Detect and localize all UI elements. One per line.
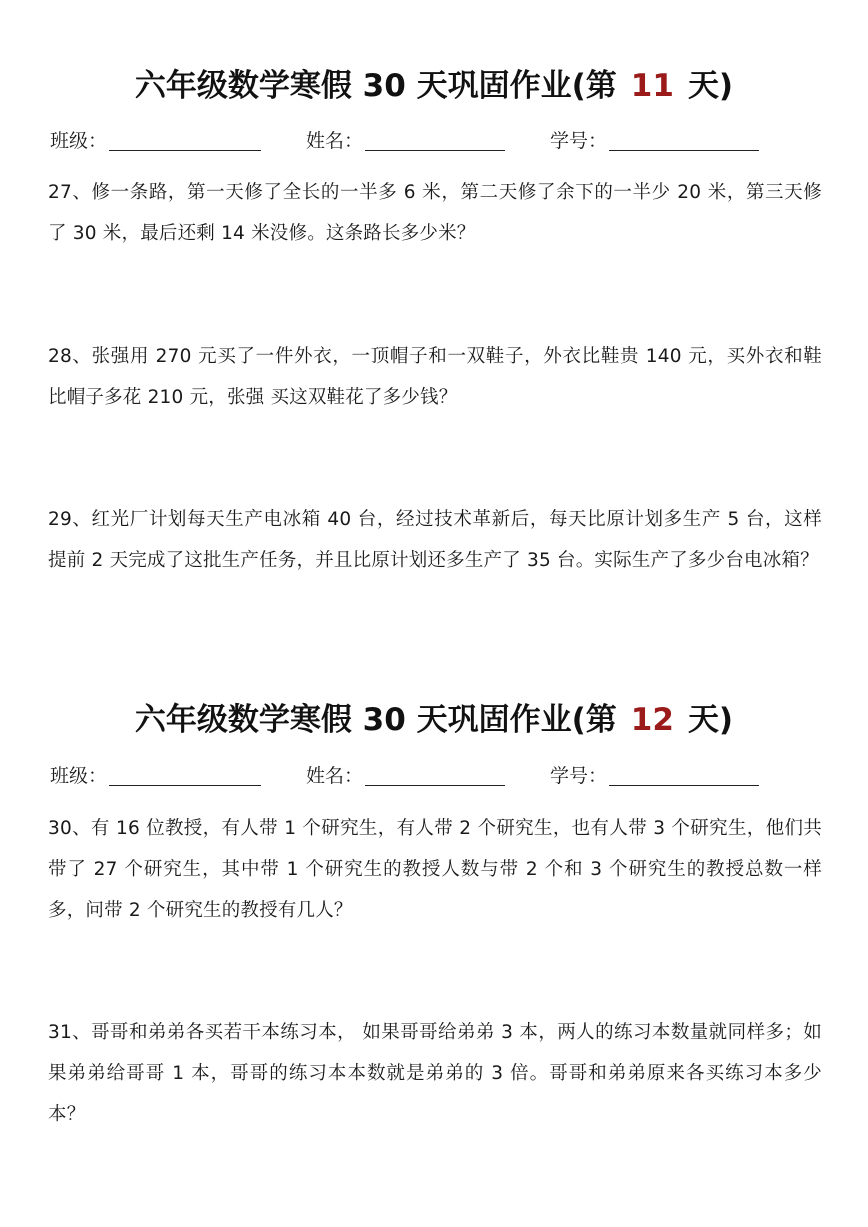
class-blank[interactable] bbox=[109, 130, 261, 151]
name-label: 姓名： bbox=[306, 765, 364, 787]
question-27: 27、修一条路，第一天修了全长的一半多 6 米，第二天修了余下的一半少 20 米，第三天修了 30 米，最后还剩 14 米没修。这条路长多少米？ bbox=[48, 182, 822, 244]
student-id-blank[interactable] bbox=[609, 765, 759, 786]
name-label: 姓名： bbox=[306, 130, 364, 152]
worksheet-title-day-11 bbox=[0, 66, 868, 106]
name-blank[interactable] bbox=[365, 130, 505, 151]
name-blank[interactable] bbox=[365, 765, 505, 786]
day-number: 11 bbox=[630, 68, 674, 104]
student-info-row bbox=[50, 761, 830, 791]
class-field[interactable] bbox=[50, 761, 261, 791]
student-id-label: 学号： bbox=[550, 130, 608, 152]
title-suffix: 天) bbox=[687, 68, 734, 104]
student-id-label: 学号： bbox=[550, 765, 608, 787]
student-info-row bbox=[50, 126, 830, 156]
class-field[interactable] bbox=[50, 126, 261, 156]
student-id-field[interactable] bbox=[550, 761, 759, 791]
student-id-field[interactable] bbox=[550, 126, 759, 156]
student-id-blank[interactable] bbox=[609, 130, 759, 151]
worksheet-title-day-12 bbox=[0, 700, 868, 740]
title-prefix: 六年级数学寒假 30 天巩固作业(第 bbox=[134, 702, 617, 738]
name-field[interactable] bbox=[306, 126, 505, 156]
question-30: 30、有 16 位教授，有人带 1 个研究生，有人带 2 个研究生，也有人带 3 个研究生，他们共带了 27 个研究生，其中带 1 个研究生的教授人数与带 2 个和 3 个研究生的教授总数一样多，问带 2 个研究生的教授有几人？ bbox=[48, 818, 822, 921]
question-31: 31、哥哥和弟弟各买若干本练习本， 如果哥哥给弟弟 3 本，两人的练习本数量就同样多；如果弟弟给哥哥 1 本，哥哥的练习本本数就是弟弟的 3 倍。哥哥和弟弟原来各买练习本多少本？ bbox=[48, 1022, 822, 1125]
question-28: 28、张强用 270 元买了一件外衣，一顶帽子和一双鞋子，外衣比鞋贵 140 元，买外衣和鞋比帽子多花 210 元，张强 买这双鞋花了多少钱？ bbox=[48, 346, 822, 408]
day-number: 12 bbox=[630, 702, 674, 738]
question-29: 29、红光厂计划每天生产电冰箱 40 台，经过技术革新后，每天比原计划多生产 5 台，这样提前 2 天完成了这批生产任务，并且比原计划还多生产了 35 台。实际生产了多少台电冰箱？ bbox=[48, 509, 822, 571]
title-suffix: 天) bbox=[687, 702, 734, 738]
title-prefix: 六年级数学寒假 30 天巩固作业(第 bbox=[134, 68, 617, 104]
class-blank[interactable] bbox=[109, 765, 261, 786]
class-label: 班级： bbox=[50, 765, 108, 787]
class-label: 班级： bbox=[50, 130, 108, 152]
name-field[interactable] bbox=[306, 761, 505, 791]
